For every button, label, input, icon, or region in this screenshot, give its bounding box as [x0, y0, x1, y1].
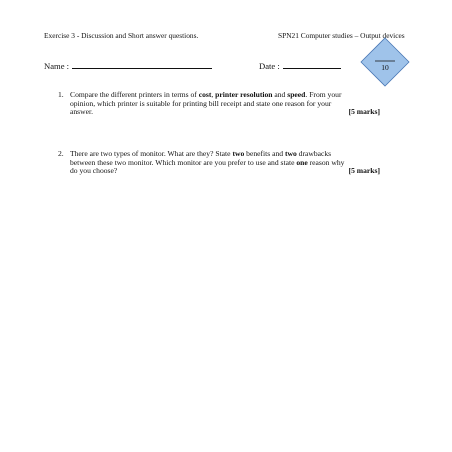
emphasis-text: speed: [287, 90, 306, 99]
emphasis-text: one: [296, 157, 308, 167]
question-line: [70, 108, 380, 117]
header-exercise-title: Exercise 3 - Discussion and Short answer questions.: [44, 31, 199, 40]
name-label: Name :: [44, 61, 70, 71]
text-run: Compare the different printers in terms of: [70, 90, 199, 99]
question-line: [70, 100, 380, 109]
date-field[interactable]: [259, 61, 341, 71]
name-blank-line[interactable]: [72, 61, 212, 69]
emphasis-text: cost: [198, 90, 212, 99]
name-field[interactable]: [44, 61, 212, 71]
text-run: . From your: [305, 90, 342, 99]
date-blank-line[interactable]: [283, 61, 341, 69]
question-number: 1.: [58, 90, 64, 99]
diamond-shape: [360, 37, 410, 87]
text-run: opinion, which printer is suitable for printing bill receipt and state one reason for your: [70, 98, 332, 108]
question-marks: [5 marks]: [348, 166, 380, 176]
text-run: drawbacks: [296, 149, 332, 158]
text-run: between these two monitor. Which monitor are you prefer to use and state: [70, 157, 297, 167]
question-number: 2.: [58, 149, 64, 158]
text-run: ,: [211, 90, 216, 99]
question-marks: [5 marks]: [348, 107, 380, 117]
emphasis-text: two: [284, 149, 297, 158]
text-run: and: [272, 90, 288, 99]
emphasis-text: two: [232, 149, 245, 158]
text-run: do you choose?: [70, 166, 118, 176]
text-run: benefits and: [244, 149, 285, 158]
text-run: answer.: [70, 107, 93, 117]
emphasis-text: printer resolution: [215, 90, 273, 99]
question-text: [70, 91, 380, 117]
text-run: There are two types of monitor. What are they? State: [70, 149, 233, 158]
text-run: reason why: [307, 157, 345, 167]
question-text: [70, 150, 380, 176]
question-line: [70, 167, 380, 176]
score-total: 10: [381, 63, 389, 72]
date-label: Date :: [259, 61, 280, 71]
header-course-title: SPN21 Computer studies – Output devices: [278, 31, 405, 40]
score-diamond: [360, 37, 410, 87]
